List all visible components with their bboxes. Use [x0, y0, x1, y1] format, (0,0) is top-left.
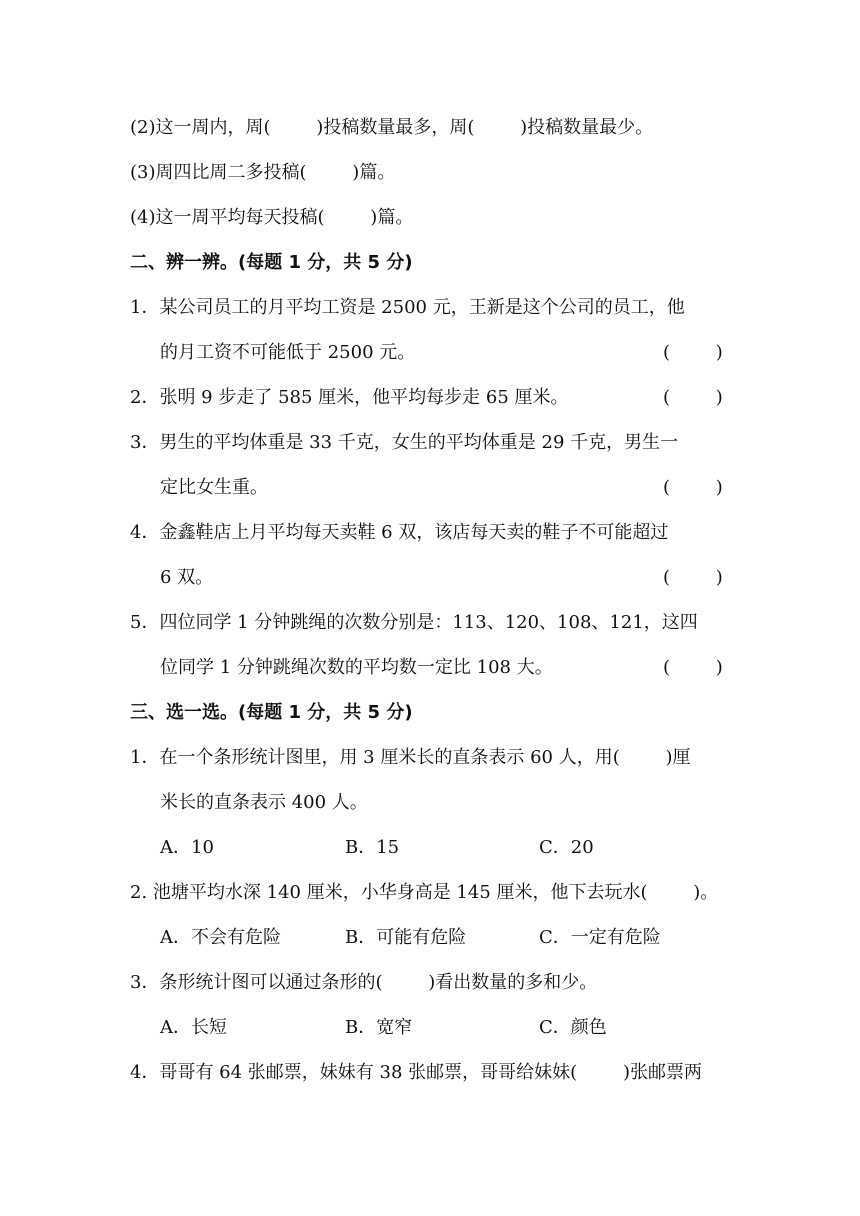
question-line: (2)这一周内，周( )投稿数量最多，周( )投稿数量最少。 [130, 117, 654, 138]
option-b[interactable]: B．可能有危险 [345, 927, 467, 948]
section-heading: 二、辨一辨。(每题 1 分，共 5 分) [130, 252, 413, 273]
question-line: 位同学 1 分钟跳绳次数的平均数一定比 108 大。 [160, 657, 553, 678]
question-line: 5．四位同学 1 分钟跳绳的次数分别是：113、120、108、121，这四 [130, 612, 698, 633]
answer-blank[interactable]: ( ) [663, 342, 723, 363]
option-a[interactable]: A．10 [160, 837, 214, 858]
option-c[interactable]: C．一定有危险 [539, 927, 661, 948]
question-line: 1．在一个条形统计图里，用 3 厘米长的直条表示 60 人，用( )厘 [130, 747, 691, 768]
option-c[interactable]: C．颜色 [539, 1017, 607, 1038]
option-a[interactable]: A．不会有危险 [160, 927, 281, 948]
section-heading: 三、选一选。(每题 1 分，共 5 分) [130, 702, 413, 723]
question-line: 6 双。 [160, 567, 214, 588]
answer-blank[interactable]: ( ) [663, 567, 723, 588]
option-c[interactable]: C．20 [539, 837, 594, 858]
answer-blank[interactable]: ( ) [663, 387, 723, 408]
question-line: 的月工资不可能低于 2500 元。 [160, 342, 416, 363]
question-line: 2. 池塘平均水深 140 厘米，小华身高是 145 厘米，他下去玩水( )。 [130, 882, 719, 903]
question-line: 3．男生的平均体重是 33 千克，女生的平均体重是 29 千克，男生一 [130, 432, 679, 453]
option-a[interactable]: A．长短 [160, 1017, 227, 1038]
question-line: 米长的直条表示 400 人。 [160, 792, 368, 813]
question-line: (4)这一周平均每天投稿( )篇。 [130, 207, 414, 228]
answer-blank[interactable]: ( ) [663, 477, 723, 498]
option-b[interactable]: B．15 [345, 837, 400, 858]
question-line: 4．金鑫鞋店上月平均每天卖鞋 6 双，该店每天卖的鞋子不可能超过 [130, 522, 669, 543]
question-line: (3)周四比周二多投稿( )篇。 [130, 162, 396, 183]
answer-blank[interactable]: ( ) [663, 657, 723, 678]
option-b[interactable]: B．宽窄 [345, 1017, 413, 1038]
question-line: 1．某公司员工的月平均工资是 2500 元，王新是这个公司的员工，他 [130, 297, 685, 318]
question-line: 4．哥哥有 64 张邮票，妹妹有 38 张邮票，哥哥给妹妹( )张邮票两 [130, 1062, 702, 1083]
question-line: 3．条形统计图可以通过条形的( )看出数量的多和少。 [130, 972, 598, 993]
question-line: 定比女生重。 [160, 477, 268, 498]
question-line: 2．张明 9 步走了 585 厘米，他平均每步走 65 厘米。 [130, 387, 569, 408]
